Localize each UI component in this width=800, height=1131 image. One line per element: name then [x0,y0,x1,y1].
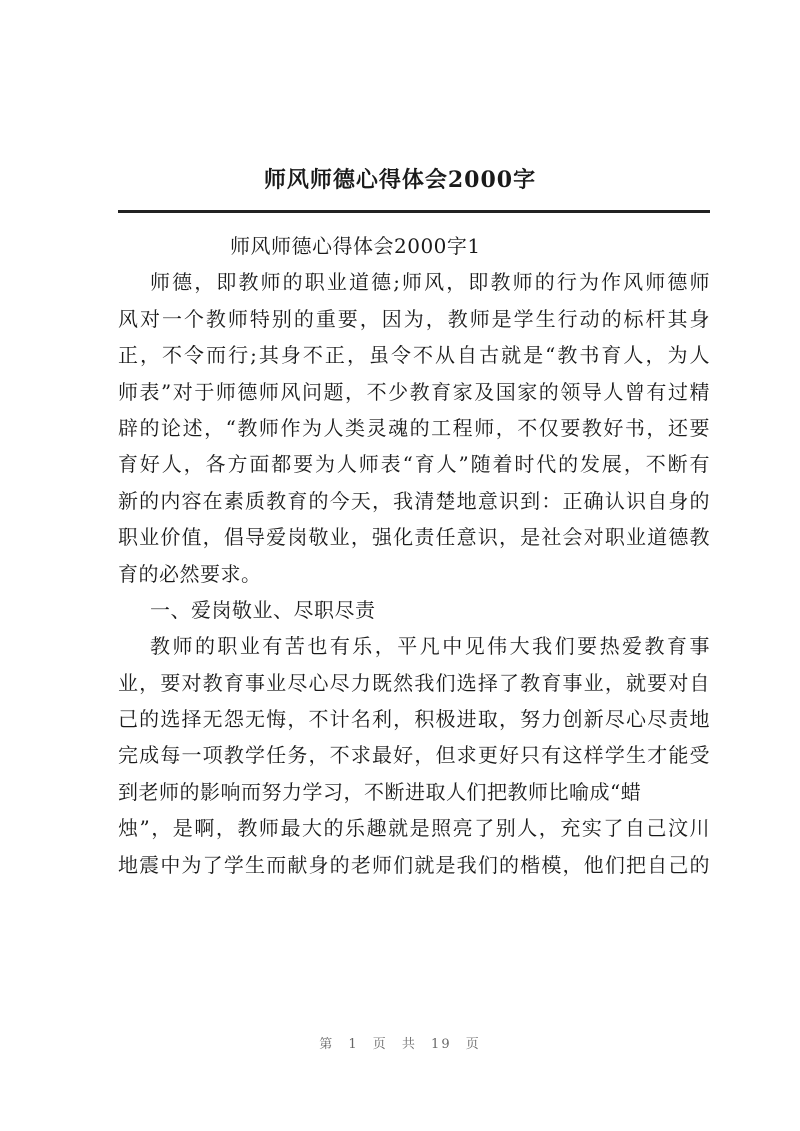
paragraph-line: 烛”，是啊，教师最大的乐趣就是照亮了别人，充实了自己汶川 [118,816,710,841]
page-title: 师风师德心得体会2000字 [263,167,537,193]
paragraph-line: 师表”对于师德师风问题，不少教育家及国家的领导人曾有过精 [118,379,710,404]
title-divider [118,210,710,213]
paragraph-line: 教师的职业有苦也有乐，平凡中见伟大我们要热爱教育事 [150,634,710,659]
paragraph-line: 地震中为了学生而献身的老师们就是我们的楷模，他们把自己的 [118,852,710,877]
paragraph-line: 育好人，各方面都要为人师表“育人”随着时代的发展，不断有 [118,452,710,477]
paragraph-line: 辟的论述，“教师作为人类灵魂的工程师，不仅要教好书，还要 [118,415,710,440]
paragraph-line: 风对一个教师特别的重要，因为，教师是学生行动的标杆其身 [118,306,710,331]
paragraph-line: 师德，即教师的职业道德;师风，即教师的行为作风师德师 [150,270,710,295]
paragraph-line: 育的必然要求。 [118,561,262,586]
document-body [118,228,710,883]
paragraph-line: 业，要对教育事业尽心尽力既然我们选择了教育事业，就要对自 [118,670,710,695]
section-heading: 一、爱岗敬业、尽职尽责 [150,597,376,622]
page-number-footer: 第 1 页 共 19 页 [319,1037,481,1052]
paragraph-line: 职业价值，倡导爱岗敬业，强化责任意识，是社会对职业道德教 [118,525,710,550]
document-subtitle: 师风师德心得体会2000字1 [230,234,481,258]
paragraph-line: 己的选择无怨无悔，不计名利，积极进取，努力创新尽心尽责地 [118,707,710,732]
paragraph-line: 到老师的影响而努力学习，不断进取人们把教师比喻成“蜡 [118,779,642,804]
paragraph-line: 完成每一项教学任务，不求最好，但求更好只有这样学生才能受 [118,743,710,768]
paragraph-line: 正，不令而行;其身不正，虽令不从自古就是“教书育人，为人 [118,343,710,368]
paragraph-line: 新的内容在素质教育的今天，我清楚地意识到：正确认识自身的 [118,488,710,513]
